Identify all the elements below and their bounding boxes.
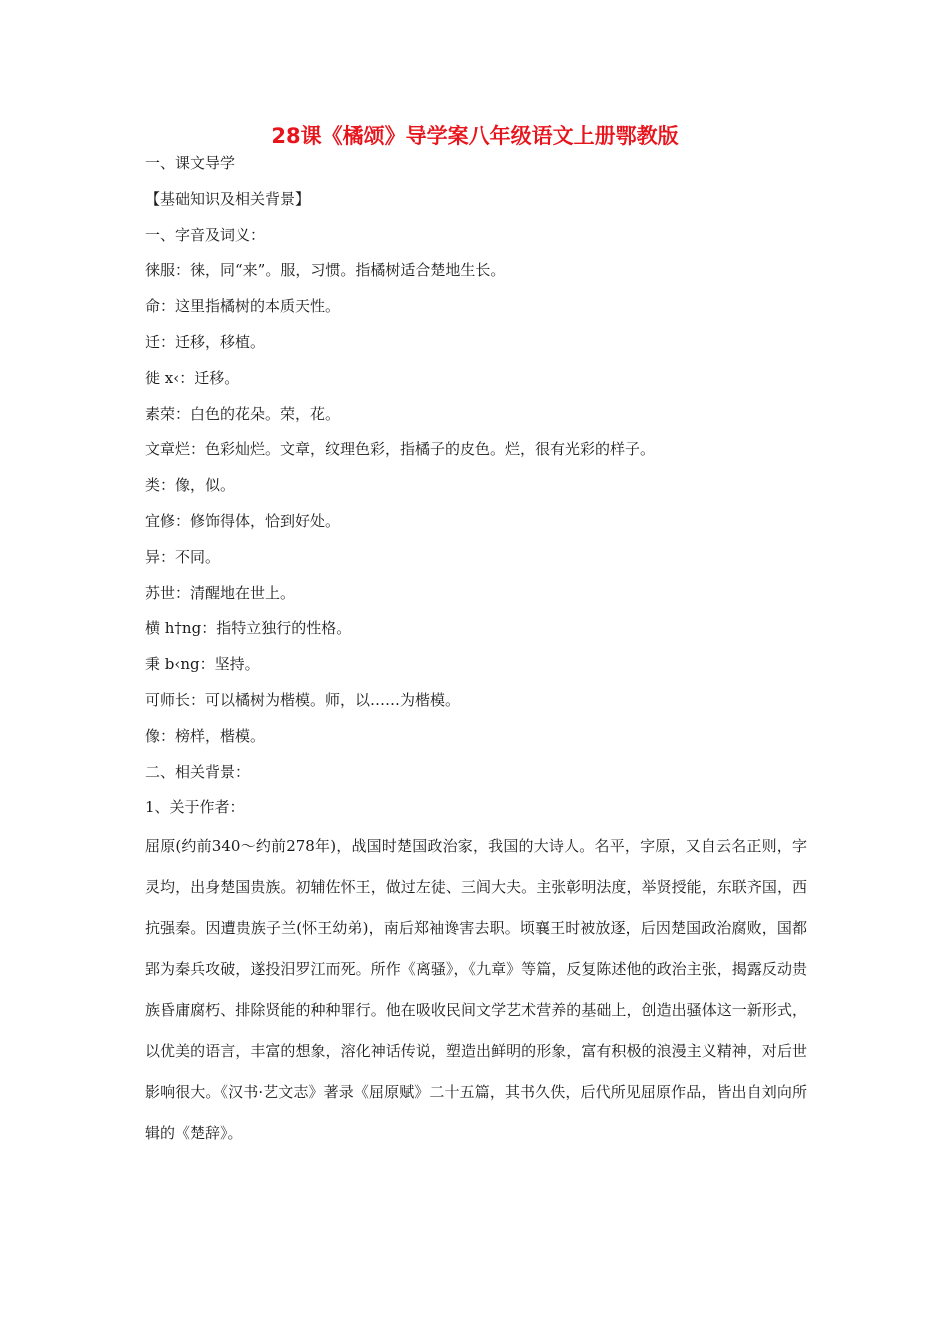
heading-about-author: 1、关于作者： (145, 798, 245, 817)
vocab-line: 像：榜样，楷模。 (145, 726, 266, 745)
vocab-line: 徙 x‹：迁移。 (145, 368, 240, 387)
heading-pronunciation: 一、字音及词义： (145, 225, 266, 244)
vocab-line: 苏世：清醒地在世上。 (145, 583, 296, 602)
vocab-line: 素荣：白色的花朵。荣，花。 (145, 404, 341, 423)
vocab-line: 秉 b‹ng：坚持。 (145, 655, 260, 674)
vocab-line: 文章烂：色彩灿烂。文章，纹理色彩，指橘子的皮色。烂，很有光彩的样子。 (145, 440, 656, 459)
author-paragraph: 屈原(约前340～约前278年)，战国时楚国政治家，我国的大诗人。名平，字原，又自云名正则，字灵均，出身楚国贵族。初辅佐怀王，做过左徒、三闾大夫。主张彰明法度，举贤授能，东联齐国，西抗强秦。因遭贵族子兰(怀王幼弟)，南后郑袖谗害去职。顷襄王时被放逐，后因楚国政治腐败，国都郢为秦兵攻破，遂投汨罗江而死。所作《离骚》，《九章》等篇，反复陈述他的政治主张，揭露反动贵族昏庸腐朽、排除贤能的种种罪行。他在吸收民间文学艺术营养的基础上，创造出骚体这一新形式，以优美的语言，丰富的想象，溶化神话传说，塑造出鲜明的形象，富有积极的浪漫主义精神，对后世影响很大。《汉书·艺文志》著录《屈原赋》二十五篇，其书久佚，后代所见屈原作品，皆出自刘向所辑的《楚辞》。 (145, 837, 807, 1143)
vocab-line: 类：像，似。 (145, 476, 236, 495)
document-body (145, 146, 807, 1154)
vocab-line: 迁：迁移，移植。 (145, 332, 266, 351)
heading-background: 二、相关背景： (145, 762, 251, 781)
subsection-heading-basics: 【基础知识及相关背景】 (145, 189, 311, 208)
vocab-line: 异：不同。 (145, 547, 221, 566)
vocab-line: 命：这里指橘树的本质天性。 (145, 297, 341, 316)
vocab-line: 可师长：可以橘树为楷模。师，以……为楷模。 (145, 690, 461, 709)
document-title: 28课《橘颂》导学案八年级语文上册鄂教版 (271, 124, 679, 148)
vocab-line: 徕服：徕，同“来”。服，习惯。指橘树适合楚地生长。 (145, 261, 506, 280)
vocab-line: 横 h†ng：指特立独行的性格。 (145, 619, 352, 638)
vocab-line: 宜修：修饰得体，恰到好处。 (145, 511, 341, 530)
section-heading-guide: 一、课文导学 (145, 154, 236, 172)
